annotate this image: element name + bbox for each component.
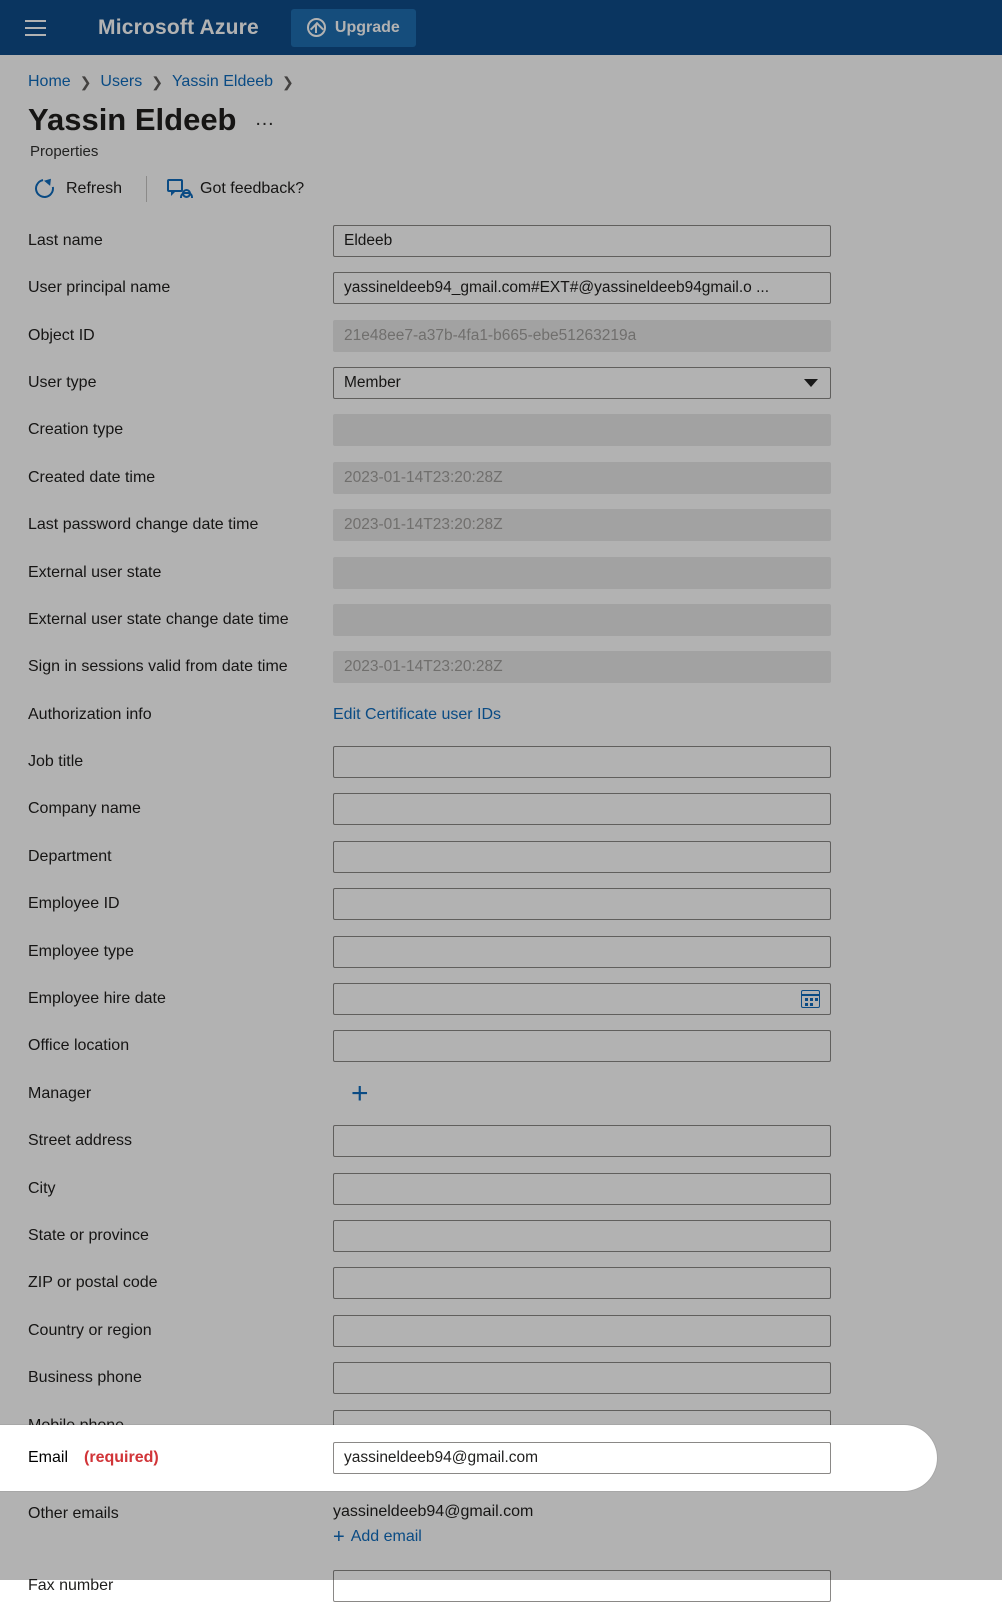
form-row-fax-number	[0, 1563, 1002, 1610]
feedback-button[interactable]	[161, 175, 314, 202]
chevron-right-icon: ❯	[151, 73, 163, 90]
form-row-authorization-info	[0, 691, 1002, 738]
top-navigation-bar	[0, 0, 1002, 55]
form-row-employee-type	[0, 928, 1002, 975]
form-row-zip-or-postal-code	[0, 1260, 1002, 1307]
last-name-input[interactable]: Eldeeb	[333, 225, 831, 257]
field-label: Street address	[28, 1132, 133, 1150]
form-row-office-location	[0, 1023, 1002, 1070]
other-emails-value: yassineldeeb94@gmail.com	[333, 1502, 534, 1520]
form-row-manager	[0, 1070, 1002, 1117]
country-or-region-input[interactable]	[333, 1315, 831, 1347]
plus-icon: +	[333, 1525, 345, 1548]
creation-type-value	[333, 414, 831, 446]
form-row-sign-in-sessions-valid-from	[0, 644, 1002, 691]
other-emails-group	[333, 1503, 533, 1547]
external-user-state-value	[333, 557, 831, 589]
department-input[interactable]	[333, 841, 831, 873]
refresh-button[interactable]	[28, 174, 132, 203]
last-password-change-value: 2023-01-14T23:20:28Z	[333, 509, 831, 541]
form-row-last-name	[0, 217, 1002, 264]
city-input[interactable]	[333, 1173, 831, 1205]
edit-certificate-user-ids-link[interactable]: Edit Certificate user IDs	[333, 705, 502, 723]
feedback-icon	[167, 179, 189, 198]
hamburger-menu-icon[interactable]	[18, 11, 52, 45]
field-label: Office location	[28, 1037, 130, 1055]
field-label: Last name	[28, 231, 103, 249]
user-type-select[interactable]	[333, 367, 831, 399]
employee-id-input[interactable]	[333, 888, 831, 920]
form-row-company-name	[0, 786, 1002, 833]
user-principal-name-input[interactable]: yassineldeeb94_gmail.com#EXT#@yassineldeeb94gmail.o ...	[333, 272, 831, 304]
field-label: Last password change date time	[28, 516, 259, 534]
field-label: Business phone	[28, 1369, 142, 1387]
field-label: State or province	[28, 1226, 149, 1244]
form-row-last-password-change	[0, 501, 1002, 548]
highlighted-email-row	[0, 1425, 937, 1491]
form-row-job-title	[0, 738, 1002, 785]
feedback-button-label: Got feedback?	[200, 179, 305, 197]
add-email-label: Add email	[350, 1527, 422, 1545]
properties-form	[0, 213, 1002, 1610]
field-label: Fax number	[28, 1577, 114, 1595]
street-address-input[interactable]	[333, 1125, 831, 1157]
chevron-down-icon	[804, 379, 818, 387]
business-phone-input[interactable]	[333, 1362, 831, 1394]
field-label: Employee type	[28, 942, 134, 960]
form-row-employee-hire-date	[0, 975, 1002, 1022]
command-bar	[0, 160, 1002, 213]
field-label: City	[28, 1179, 56, 1197]
required-badge: (required)	[84, 1449, 159, 1466]
email-label: Email	[28, 1449, 69, 1466]
form-row-business-phone	[0, 1354, 1002, 1401]
field-label: User principal name	[28, 279, 171, 297]
field-label: Sign in sessions valid from date time	[28, 658, 288, 676]
upgrade-arrow-icon	[307, 18, 326, 37]
calendar-icon[interactable]	[801, 990, 820, 1008]
field-label: External user state change date time	[28, 610, 289, 628]
field-label: External user state	[28, 563, 162, 581]
form-row-external-user-state	[0, 549, 1002, 596]
field-label: Creation type	[28, 421, 124, 439]
form-row-external-user-state-change	[0, 596, 1002, 643]
breadcrumb-item-home[interactable]: Home	[28, 73, 71, 90]
form-row-other-emails	[0, 1497, 1002, 1563]
form-row-city	[0, 1165, 1002, 1212]
page-title: Yassin Eldeeb	[28, 102, 237, 137]
field-label: Department	[28, 847, 112, 865]
user-type-selected-value: Member	[344, 373, 401, 391]
add-manager-button[interactable]: +	[351, 1076, 369, 1110]
form-row-created-date-time	[0, 454, 1002, 501]
more-actions-button[interactable]: …	[254, 108, 277, 131]
external-user-state-change-value	[333, 604, 831, 636]
field-label: Object ID	[28, 326, 95, 344]
employee-type-input[interactable]	[333, 936, 831, 968]
sign-in-sessions-valid-from-value: 2023-01-14T23:20:28Z	[333, 651, 831, 683]
form-row-user-principal-name	[0, 264, 1002, 311]
field-label: ZIP or postal code	[28, 1274, 158, 1292]
refresh-icon	[34, 178, 55, 199]
breadcrumb	[0, 55, 1002, 91]
field-label: Authorization info	[28, 705, 152, 723]
field-label: Other emails	[28, 1504, 119, 1522]
add-email-button[interactable]	[333, 1527, 533, 1547]
field-label: Job title	[28, 753, 84, 771]
form-row-creation-type	[0, 407, 1002, 454]
page-header	[0, 91, 1002, 137]
office-location-input[interactable]	[333, 1030, 831, 1062]
chevron-right-icon: ❯	[79, 73, 92, 90]
field-label: Employee hire date	[28, 990, 166, 1008]
email-label-group	[28, 1449, 333, 1467]
refresh-button-label: Refresh	[66, 179, 123, 197]
form-row-department	[0, 833, 1002, 880]
form-row-country-or-region	[0, 1307, 1002, 1354]
form-row-object-id	[0, 312, 1002, 359]
form-row-employee-id	[0, 881, 1002, 928]
field-label: User type	[28, 373, 97, 391]
page-subtitle: Properties	[30, 143, 99, 161]
field-label: Created date time	[28, 468, 156, 486]
form-row-street-address	[0, 1118, 1002, 1165]
company-name-input[interactable]	[333, 793, 831, 825]
form-row-user-type	[0, 359, 1002, 406]
field-label: Manager	[28, 1084, 92, 1102]
email-input[interactable]: yassineldeeb94@gmail.com	[333, 1442, 831, 1474]
employee-hire-date-input[interactable]	[333, 983, 831, 1015]
command-bar-divider	[146, 176, 147, 202]
field-label: Employee ID	[28, 895, 120, 913]
upgrade-button-label: Upgrade	[334, 18, 400, 36]
breadcrumb-item-user[interactable]: Yassin Eldeeb	[171, 73, 274, 90]
object-id-value: 21e48ee7-a37b-4fa1-b665-ebe51263219a	[333, 320, 831, 352]
job-title-input[interactable]	[333, 746, 831, 778]
field-label: Country or region	[28, 1321, 152, 1339]
created-date-time-value: 2023-01-14T23:20:28Z	[333, 462, 831, 494]
fax-number-input[interactable]	[333, 1570, 831, 1602]
state-or-province-input[interactable]	[333, 1220, 831, 1252]
zip-or-postal-code-input[interactable]	[333, 1267, 831, 1299]
brand-title: Microsoft Azure	[98, 15, 259, 39]
chevron-right-icon: ❯	[282, 73, 294, 90]
form-row-state-or-province	[0, 1212, 1002, 1259]
upgrade-button[interactable]	[291, 9, 416, 47]
breadcrumb-item-users[interactable]: Users	[100, 73, 143, 90]
field-label: Company name	[28, 800, 141, 818]
